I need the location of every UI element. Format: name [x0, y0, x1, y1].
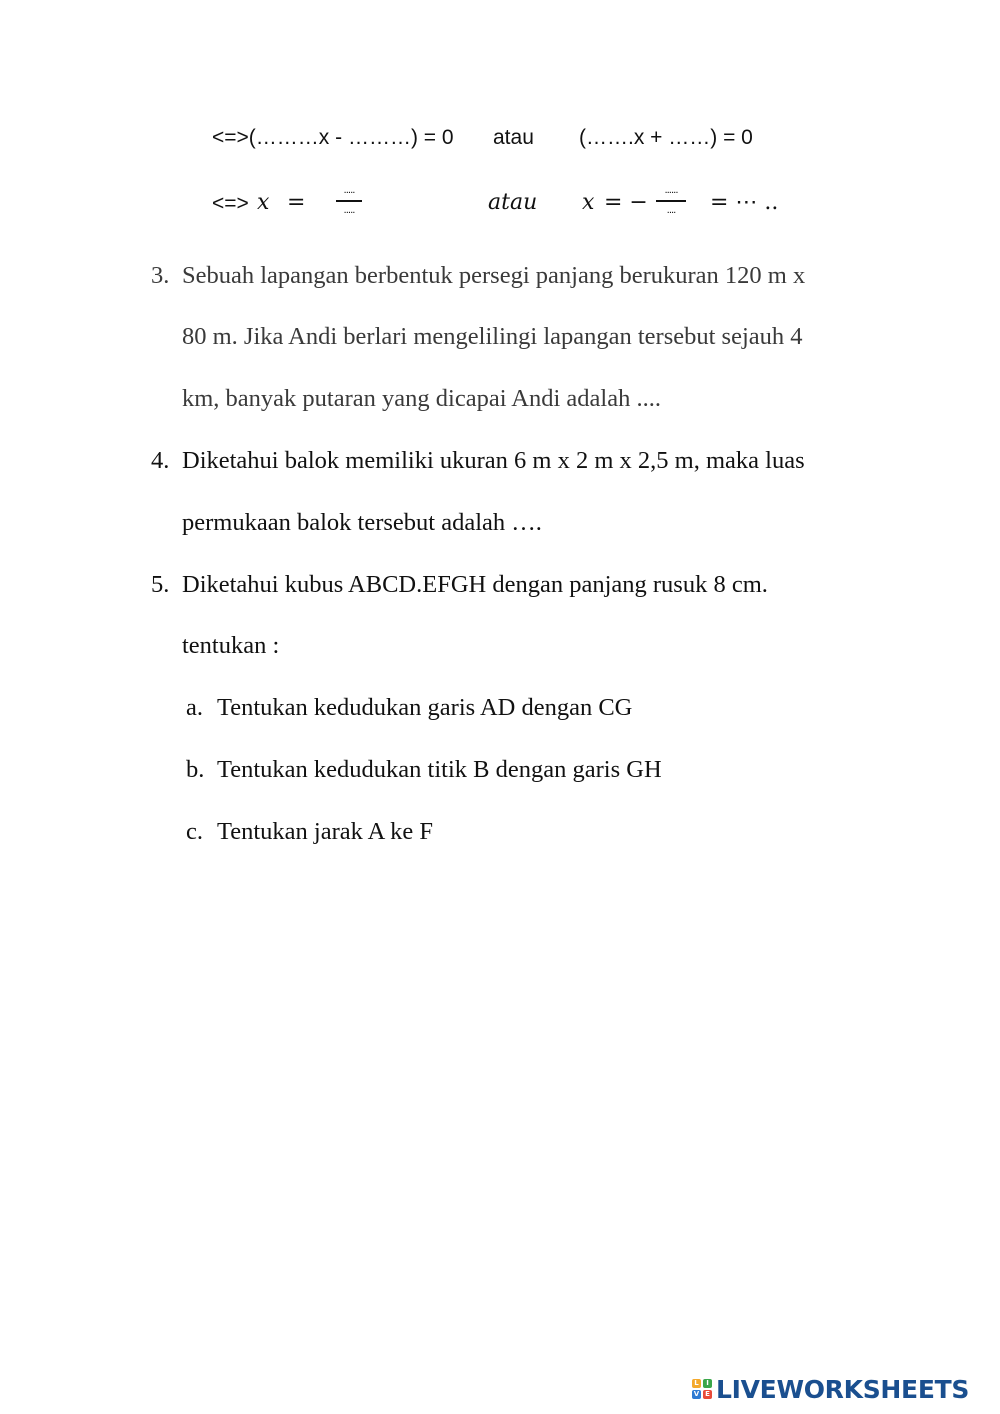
question-3-line-3: km, banyak putaran yang dicapai Andi adalah ....: [182, 385, 661, 412]
fraction-bar-1: [336, 200, 362, 202]
logo-grid-cell-v: V: [693, 1390, 700, 1398]
equation-line-1-left: <=>(………x - ………) = 0: [212, 126, 454, 149]
question-5c-letter: c.: [186, 818, 203, 845]
equation-line-2-atau: atau: [488, 190, 538, 215]
fraction-blank-1-denominator: .....: [343, 205, 355, 216]
fraction-blank-2: [656, 186, 686, 216]
question-4-number: 4.: [151, 447, 170, 474]
question-5-number: 5.: [151, 571, 170, 598]
logo-grid-cell-e: E: [703, 1390, 712, 1399]
equation-line-2-prefix: <=>: [212, 192, 249, 215]
equation-line-2-x1: x: [257, 190, 270, 215]
question-4-line-2: permukaan balok tersebut adalah ….: [182, 509, 542, 536]
equation-line-1-right: (…….x + ……) = 0: [579, 126, 753, 149]
question-5a-text: Tentukan kedudukan garis AD dengan CG: [217, 694, 633, 721]
logo-grid-cell-i: I: [703, 1379, 712, 1388]
equation-line-2-x2: x: [582, 190, 595, 215]
equation-line-2-eq1: =: [287, 190, 306, 215]
equation-line-1-atau: atau: [493, 126, 534, 149]
question-3-number: 3.: [151, 262, 170, 289]
fraction-blank-2-denominator: ....: [666, 205, 676, 216]
question-3-line-2: 80 m. Jika Andi berlari mengelilingi lapangan tersebut sejauh 4: [182, 323, 803, 350]
logo-grid-icon: [692, 1379, 713, 1400]
question-5c-text: Tentukan jarak A ke F: [217, 818, 434, 845]
logo-text: LIVEWORKSHEETS: [716, 1375, 970, 1404]
question-3-line-1: Sebuah lapangan berbentuk persegi panjang berukuran 120 m x: [182, 262, 806, 289]
equation-line-2-tail: = ⋯ ..: [710, 190, 779, 215]
question-5-line-1: Diketahui kubus ABCD.EFGH dengan panjang rusuk 8 cm.: [182, 571, 768, 598]
question-5a-letter: a.: [186, 694, 203, 721]
logo-grid-cell-l: L: [692, 1379, 701, 1388]
equation-line-2-eq2: = −: [604, 190, 648, 215]
fraction-blank-2-numerator: ......: [664, 185, 678, 196]
fraction-blank-1-numerator: .....: [343, 185, 355, 196]
question-5b-text: Tentukan kedudukan titik B dengan garis GH: [217, 756, 662, 783]
question-5b-letter: b.: [186, 756, 205, 783]
fraction-bar-2: [656, 200, 686, 202]
question-5-line-2: tentukan :: [182, 632, 280, 659]
fraction-blank-1: [336, 186, 362, 216]
question-4-line-1: Diketahui balok memiliki ukuran 6 m x 2 m x 2,5 m, maka luas: [182, 447, 805, 474]
